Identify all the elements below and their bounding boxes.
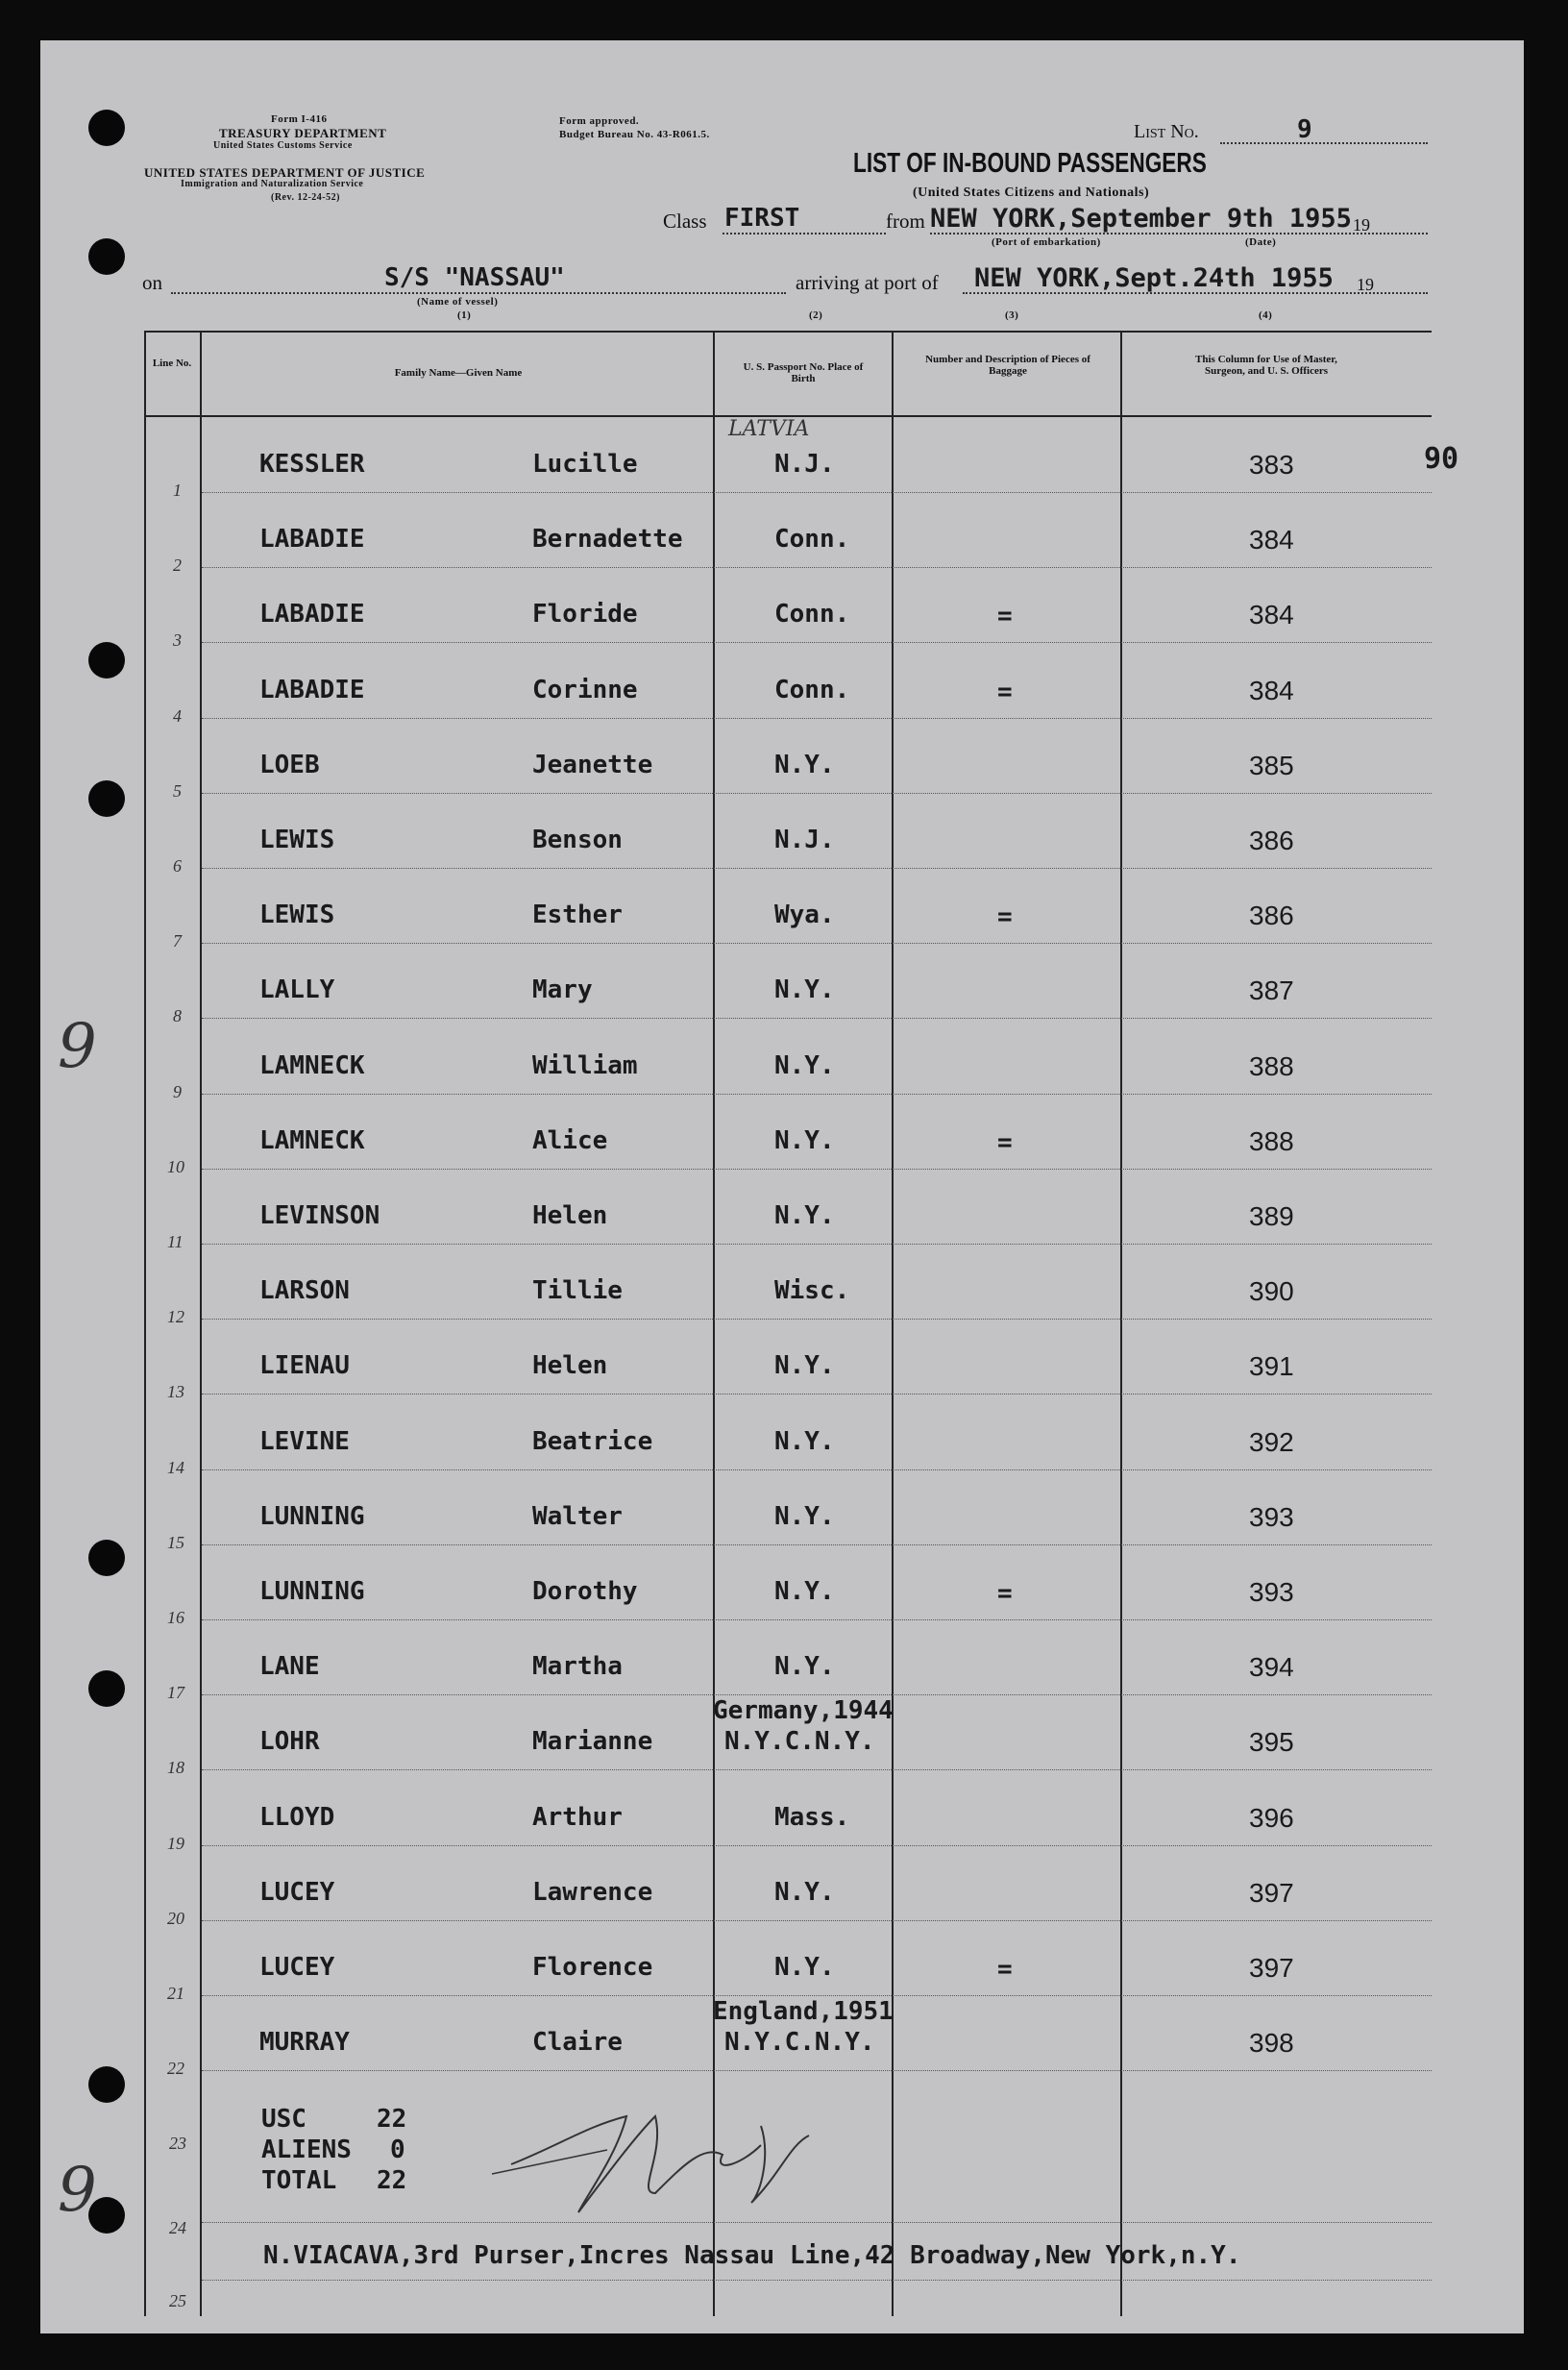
vessel-name: S/S "NASSAU" [384,263,565,292]
col-header-name: Family Name—Given Name [394,367,523,379]
document-page [40,40,1524,2333]
margin-number: 90 [1424,442,1459,476]
usc-label: USC [261,2105,306,2134]
margin-mark: 9 [58,2155,97,2226]
aliens-count: 0 [390,2135,405,2164]
on-label: on [142,271,162,294]
family-name: LLOYD [259,1802,335,1832]
row-divider [202,1845,1432,1846]
place-of-birth: N.Y. [774,1953,835,1982]
caption-3: (3) [1005,309,1019,321]
given-name: Lawrence [532,1877,653,1907]
row-divider [202,868,1432,869]
place-of-birth: N.Y. [774,1501,835,1531]
embarkation-value: NEW YORK,September 9th 1955 [930,204,1352,234]
family-name: LUNNING [259,1501,365,1531]
baggage-mark: = [997,1127,1013,1157]
arriving-label: arriving at port of [796,271,939,294]
page-title: LIST OF IN-BOUND PASSENGERS [853,148,1207,179]
budget-bureau: Budget Bureau No. 43-R061.5. [559,129,710,140]
line-number: 18 [167,1758,184,1778]
row-divider [202,567,1432,568]
row-divider [202,1394,1432,1395]
given-name: Martha [532,1652,623,1682]
officer-number: 386 [1249,826,1294,855]
line-number: 7 [173,931,182,951]
line-number: 3 [173,630,182,651]
given-name: Lucille [532,450,638,479]
total-label: TOTAL [261,2166,337,2195]
class-label: Class [663,210,707,233]
family-name: LOHR [259,1727,320,1757]
officer-number: 384 [1249,675,1294,705]
given-name: Tillie [532,1276,623,1306]
list-no-value: 9 [1297,115,1312,144]
row-divider [202,943,1432,944]
treasury-dept: TREASURY DEPARTMENT [219,126,387,140]
family-name: LUNNING [259,1577,365,1606]
row-divider [202,1244,1432,1245]
line-number: 4 [173,705,182,726]
baggage-mark: = [997,902,1013,932]
line-number: 14 [167,1457,184,1477]
place-of-birth: N.Y. [774,1050,835,1080]
arrival-value: NEW YORK,Sept.24th 1955 [974,263,1334,293]
row-divider [202,1094,1432,1095]
line-number: 12 [167,1307,184,1327]
family-name: LEWIS [259,901,335,930]
class-value: FIRST [724,204,800,233]
officer-number: 394 [1249,1652,1294,1683]
line-number: 13 [167,1382,184,1402]
punch-hole [88,642,125,679]
row-divider [202,1920,1432,1921]
baggage-mark: = [997,677,1013,706]
given-name: Floride [532,600,638,630]
port-caption: (Port of embarkation) [992,236,1101,248]
punch-hole [88,780,125,817]
place-of-birth: Mass. [774,1802,850,1832]
line-number: 2 [173,555,182,576]
officer-number: 396 [1249,1802,1294,1833]
family-name: LUCEY [259,1877,335,1907]
handwritten-note: LATVIA [728,417,810,441]
row-divider [202,1694,1432,1695]
place-of-birth: Conn. [774,675,850,704]
total-count: 22 [377,2166,407,2195]
row-divider [202,1619,1432,1620]
family-name: MURRAY [259,2028,350,2058]
line-number: 24 [169,2218,186,2237]
place-of-birth: N.Y. [774,1877,835,1907]
birth-country-year: England,1951 [713,1997,894,2027]
from-label: from [886,210,925,233]
line-number: 17 [167,1683,184,1703]
row-divider [202,1018,1432,1019]
baggage-mark: = [997,1955,1013,1984]
place-of-birth: N.J. [774,450,835,479]
place-of-birth: N.Y. [774,1125,835,1155]
row-divider [202,492,1432,493]
col-header-passport: U. S. Passport No. Place of Birth [743,361,864,384]
officer-number: 397 [1249,1877,1294,1908]
revision: (Rev. 12-24-52) [271,192,340,203]
place-of-birth: N.Y.C.N.Y. [724,2028,875,2058]
family-name: LAMNECK [259,1050,365,1080]
row-divider [202,1769,1432,1770]
officer-number: 384 [1249,525,1294,555]
family-name: LUCEY [259,1953,335,1982]
row-divider [202,1469,1432,1470]
officer-number: 392 [1249,1426,1294,1457]
handwritten-signature [473,2059,876,2232]
place-of-birth: Conn. [774,525,850,555]
officer-number: 398 [1249,2028,1294,2059]
officer-number: 386 [1249,901,1294,931]
given-name: Benson [532,826,623,854]
family-name: LANE [259,1652,320,1682]
officer-number: 391 [1249,1351,1294,1382]
line-number: 25 [169,2291,186,2310]
given-name: Esther [532,901,623,930]
caption-1: (1) [457,309,472,321]
aliens-label: ALIENS [261,2135,352,2164]
punch-hole [88,1540,125,1576]
family-name: LIENAU [259,1351,350,1381]
line-number: 22 [167,2059,184,2079]
family-name: LARSON [259,1276,350,1306]
line-number: 1 [173,481,182,500]
officer-number: 383 [1249,450,1294,480]
given-name: Corinne [532,675,638,704]
officer-number: 389 [1249,1201,1294,1231]
customs-service: United States Customs Service [213,140,353,151]
family-name: LOEB [259,750,320,779]
line-number: 23 [169,2134,186,2153]
caption-4: (4) [1259,309,1273,321]
page-subtitle: (United States Citizens and Nationals) [913,185,1150,200]
given-name: Florence [532,1953,653,1982]
line-number: 5 [173,780,182,801]
place-of-birth: N.Y. [774,750,835,779]
usc-count: 22 [377,2105,407,2134]
form-number: Form I-416 [271,113,328,125]
family-name: LABADIE [259,675,365,704]
given-name: Walter [532,1501,623,1531]
given-name: William [532,1050,638,1080]
family-name: LALLY [259,975,335,1005]
row-divider [202,642,1432,643]
line-number: 11 [167,1232,184,1251]
line-number: 16 [167,1608,184,1627]
officer-number: 393 [1249,1577,1294,1607]
line-number: 21 [167,1984,184,2003]
place-of-birth: N.Y. [774,975,835,1005]
purser-signature-line: N.VIACAVA,3rd Purser,Incres Nassau Line,42 Broadway,New York,n.Y. [263,2241,1241,2270]
given-name: Helen [532,1201,608,1230]
given-name: Mary [532,975,593,1005]
place-of-birth: Conn. [774,600,850,630]
row-divider [202,1319,1432,1320]
line-number: 15 [167,1532,184,1552]
line-number: 9 [173,1081,182,1101]
place-of-birth: N.Y. [774,1426,835,1456]
family-name: LEWIS [259,826,335,854]
family-name: LEVINSON [259,1201,380,1230]
officer-number: 390 [1249,1276,1294,1307]
line-number: 20 [167,1908,184,1928]
row-divider [202,793,1432,794]
baggage-mark: = [997,602,1013,631]
line-number: 19 [167,1833,184,1853]
place-of-birth: Wya. [774,901,835,930]
given-name: Marianne [532,1727,653,1757]
line-number: 8 [173,1006,182,1026]
place-of-birth: N.Y. [774,1652,835,1682]
punch-hole [88,238,125,275]
col-header-line: Line No. [152,358,192,369]
family-name: LAMNECK [259,1125,365,1155]
place-of-birth: N.Y.C.N.Y. [724,1727,875,1757]
line-number: 10 [167,1156,184,1176]
officer-number: 384 [1249,600,1294,630]
given-name: Alice [532,1125,608,1155]
family-name: LEVINE [259,1426,350,1456]
date-caption: (Date) [1245,236,1277,248]
family-name: LABADIE [259,525,365,555]
officer-number: 388 [1249,1125,1294,1156]
year-prefix-2: 19 [1357,275,1374,294]
place-of-birth: N.Y. [774,1351,835,1381]
given-name: Helen [532,1351,608,1381]
row-divider [202,718,1432,719]
col-header-officers: This Column for Use of Master, Surgeon, and U. S. Officers [1195,354,1337,377]
officer-number: 387 [1249,975,1294,1006]
year-prefix-1: 19 [1353,215,1370,235]
place-of-birth: N.J. [774,826,835,854]
given-name: Claire [532,2028,623,2058]
given-name: Arthur [532,1802,623,1832]
birth-country-year: Germany,1944 [713,1696,894,1726]
given-name: Bernadette [532,525,683,555]
place-of-birth: N.Y. [774,1201,835,1230]
family-name: KESSLER [259,450,365,479]
immigration-service: Immigration and Naturalization Service [181,179,364,189]
punch-hole [88,2066,125,2103]
col-header-baggage: Number and Description of Pieces of Baggage [925,354,1090,377]
line-number: 6 [173,856,182,876]
given-name: Dorothy [532,1577,638,1606]
list-no-label: List No. [1134,121,1199,142]
margin-mark: 9 [58,1011,97,1082]
baggage-mark: = [997,1579,1013,1608]
place-of-birth: N.Y. [774,1577,835,1606]
officer-number: 397 [1249,1953,1294,1983]
officer-number: 385 [1249,750,1294,780]
punch-hole [88,1670,125,1707]
row-divider [202,1169,1432,1170]
form-approved: Form approved. [559,115,640,127]
caption-2: (2) [809,309,823,321]
justice-dept: UNITED STATES DEPARTMENT OF JUSTICE [144,165,426,180]
place-of-birth: Wisc. [774,1276,850,1306]
given-name: Beatrice [532,1426,653,1456]
family-name: LABADIE [259,600,365,630]
officer-number: 395 [1249,1727,1294,1758]
given-name: Jeanette [532,750,653,779]
officer-number: 388 [1249,1050,1294,1081]
officer-number: 393 [1249,1501,1294,1532]
punch-hole [88,110,125,146]
row-divider [202,1544,1432,1545]
row-divider [202,1995,1432,1996]
vessel-caption: (Name of vessel) [417,296,499,308]
